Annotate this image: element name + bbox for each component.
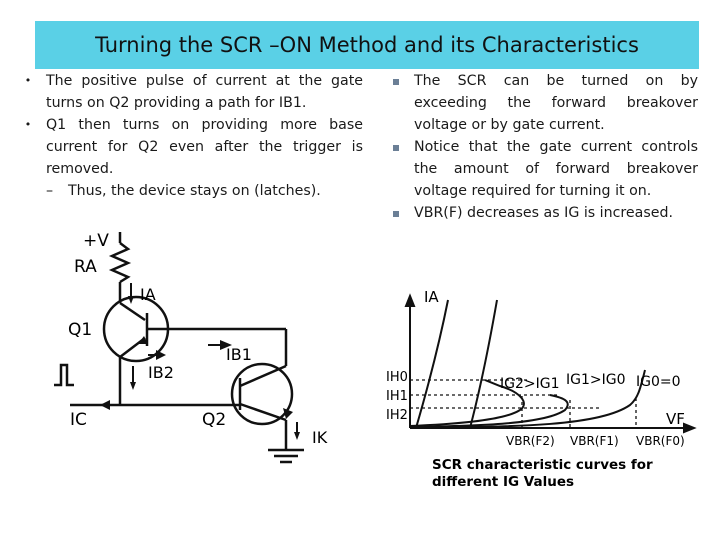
ik-label: IK — [312, 428, 328, 447]
bullet-dot-icon: • — [24, 118, 32, 131]
right-bullet-text: The SCR can be turned on by exceeding the forward breakover voltage or by gate current. — [414, 73, 698, 133]
breakover-label-1: VBR(F1) — [570, 434, 619, 448]
plot-caption-line1: SCR characteristic curves for — [432, 457, 653, 473]
x-axis-label: VF — [666, 410, 685, 428]
left-sub-bullet-text: Thus, the device stays on (latches). — [68, 183, 321, 199]
gate-relation-0: IG2>IG1 — [500, 376, 560, 392]
holding-label-0: IH0 — [386, 370, 408, 385]
breakover-label-2: VBR(F0) — [636, 434, 685, 448]
dash-icon: – — [46, 183, 54, 199]
left-bullet-text: Q1 then turns on providing more base current for Q2 even after the trigger is removed. — [46, 117, 363, 177]
resistor-label: RA — [74, 257, 97, 277]
ic-label: IC — [70, 410, 87, 430]
bullet-dot-icon: • — [24, 74, 32, 87]
ib2-label: IB2 — [148, 363, 174, 382]
holding-label-2: IH2 — [386, 408, 408, 423]
ia-label: IA — [140, 285, 156, 304]
left-bullet-text: The positive pulse of current at the gate turns on Q2 providing a path for IB1. — [46, 73, 363, 111]
breakover-label-0: VBR(F2) — [506, 434, 555, 448]
ib1-label: IB1 — [226, 345, 252, 364]
slide-title: Turning the SCR –ON Method and its Characteristics — [95, 33, 639, 57]
right-bullet-text: VBR(F) decreases as IG is increased. — [414, 205, 673, 221]
gate-relation-1: IG1>IG0 — [566, 372, 626, 388]
q2-label: Q2 — [202, 410, 227, 430]
gate-relation-2: IG0=0 — [636, 374, 681, 390]
right-bullet-text: Notice that the gate current controls the amount of forward breakover voltage required for turning it on. — [414, 139, 698, 199]
q1-label: Q1 — [68, 320, 93, 340]
holding-label-1: IH1 — [386, 389, 408, 404]
y-axis-label: IA — [424, 288, 439, 306]
plot-caption-line2: different IG Values — [432, 474, 575, 490]
supply-label: +V — [83, 231, 109, 251]
